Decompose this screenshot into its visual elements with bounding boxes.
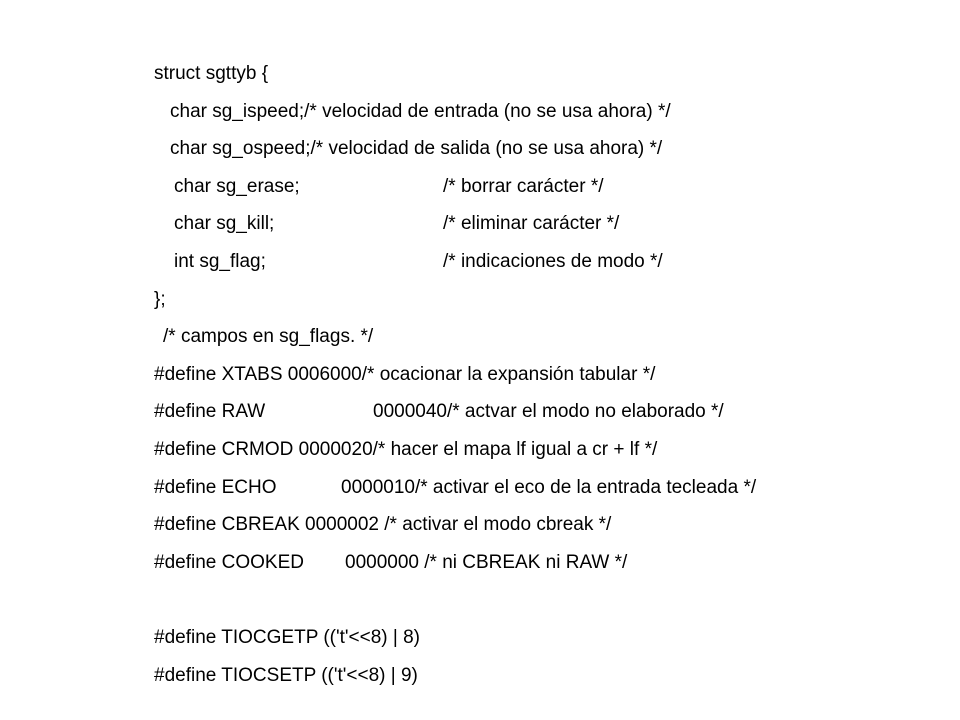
code-line-flags-comment: /* campos en sg_flags. */ — [163, 326, 374, 347]
code-line-define-tiocgetp: #define TIOCGETP (('t'<<8) | 8) — [154, 627, 420, 648]
code-line-flag — [174, 250, 734, 274]
code-line-erase-decl: char sg_erase; — [174, 176, 300, 197]
code-line-define-echo — [154, 476, 854, 500]
code-line-define-cbreak: #define CBREAK 0000002 /* activar el modo cbreak */ — [154, 514, 612, 535]
code-line-kill — [174, 212, 734, 236]
code-line-define-echo-value: 0000010/* activar el eco de la entrada tecleada */ — [341, 477, 757, 498]
code-line-erase-comment: /* borrar carácter */ — [443, 176, 604, 197]
code-line-flag-decl: int sg_flag; — [174, 251, 266, 272]
code-line-struct-open: struct sgttyb { — [154, 63, 269, 84]
code-line-define-echo-name: #define ECHO — [154, 477, 277, 498]
code-line-define-crmod: #define CRMOD 0000020/* hacer el mapa lf igual a cr + lf */ — [154, 439, 658, 460]
code-line-define-raw — [154, 400, 804, 424]
code-line-define-tiocsetp: #define TIOCSETP (('t'<<8) | 9) — [154, 665, 418, 686]
code-line-ospeed: char sg_ospeed;/* velocidad de salida (no se usa ahora) */ — [170, 138, 663, 159]
code-line-struct-close: }; — [154, 289, 166, 310]
code-line-define-cooked-value: 0000000 /* ni CBREAK ni RAW */ — [345, 552, 628, 573]
code-line-erase — [174, 175, 734, 199]
code-line-ispeed: char sg_ispeed;/* velocidad de entrada (no se usa ahora) */ — [170, 101, 671, 122]
code-line-define-cooked — [154, 551, 754, 575]
code-line-kill-decl: char sg_kill; — [174, 213, 275, 234]
code-line-flag-comment: /* indicaciones de modo */ — [443, 251, 663, 272]
code-line-define-raw-name: #define RAW — [154, 401, 266, 422]
code-line-define-cooked-name: #define COOKED — [154, 552, 304, 573]
code-line-define-xtabs: #define XTABS 0006000/* ocacionar la expansión tabular */ — [154, 364, 656, 385]
code-line-kill-comment: /* eliminar carácter */ — [443, 213, 620, 234]
code-line-define-raw-value: 0000040/* actvar el modo no elaborado */ — [373, 401, 724, 422]
